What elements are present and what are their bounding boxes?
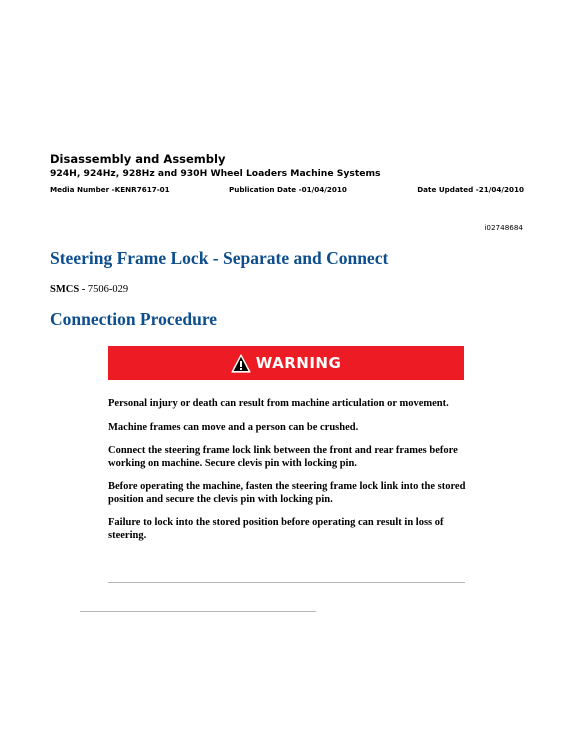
document-subtitle: 924H, 924Hz, 928Hz and 930H Wheel Loaders Machine Systems xyxy=(50,168,381,179)
smcs-value: 7506-029 xyxy=(87,284,129,295)
warning-label: WARNING xyxy=(255,354,342,372)
warning-divider xyxy=(108,582,465,583)
media-number: Media Number -KENR7617-01 xyxy=(50,185,170,194)
smcs-label: SMCS - xyxy=(50,284,86,295)
footer-divider xyxy=(80,611,316,612)
warning-paragraph: Personal injury or death can result from machine articulation or movement. xyxy=(108,398,449,409)
warning-paragraph: Before operating the machine, fasten the steering frame lock link into the stored position and secure the clevis pin with locking pin. xyxy=(108,481,466,505)
warning-paragraph: Failure to lock into the stored position before operating can result in loss of steering. xyxy=(108,517,444,541)
warning-paragraph: Machine frames can move and a person can be crushed. xyxy=(108,421,359,433)
warning-message xyxy=(108,398,468,553)
section-title: Connection Procedure xyxy=(50,309,218,329)
warning-banner xyxy=(108,346,464,380)
document-id: i02748684 xyxy=(484,223,523,232)
metadata-row xyxy=(50,185,524,194)
document-header xyxy=(50,152,524,194)
warning-paragraph: Connect the steering frame lock link between the front and rear frames before working on machine. Secure clevis pin with locking pin. xyxy=(108,445,458,469)
date-updated: Date Updated -21/04/2010 xyxy=(417,185,524,194)
publication-date: Publication Date -01/04/2010 xyxy=(229,185,347,194)
document-type: Disassembly and Assembly xyxy=(50,152,226,166)
page-title: Steering Frame Lock - Separate and Connect xyxy=(50,248,389,268)
warning-triangle-icon xyxy=(231,354,251,373)
smcs-code xyxy=(50,284,128,295)
